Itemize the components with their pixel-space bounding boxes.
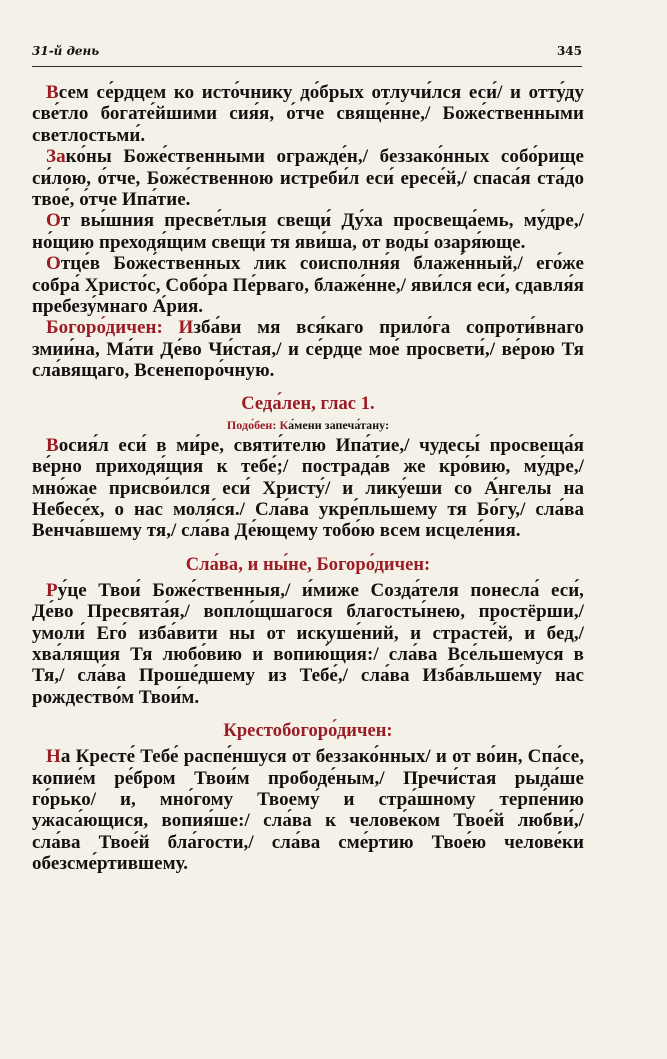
stanza-initial: О [46,253,61,275]
slava-heading: Сла́ва, и ны́не, Богоро́дичен: [185,554,431,575]
podoben-label: Подо́бен: [226,417,277,432]
page-number: 345 [556,44,582,58]
stanza-initial: Р [46,579,58,601]
stanza-text: т вы́шния пресве́тлыя свещи́ Ду́ха просвеща́емь, му́дре,/ но́щию преходя́щим свещи́ тя яви́ша, от воды́ озаря́юще. [32,210,584,253]
stanza-initial: И [178,317,194,339]
krestobogorodichen-heading: Крестобогоро́дичен: [223,721,393,742]
theotokion-stanza [32,317,584,381]
troparion-stanza [32,210,584,253]
stanza-text: сем се́рдцем ко исто́чнику до́брых отлучи́лся еси́/ и отту́ду све́тло богате́йшими сия́я, о́тче свяще́нне,/ Боже́ственными светлостьми́. [32,82,584,146]
podoben-initial: К [279,417,289,432]
page-body [32,82,584,875]
stanza-initial: О [46,210,61,232]
stanza-text: ко́ны Боже́ственными огражде́н,/ беззако́нных собо́рище си́лою, о́тче, Боже́ственною истреби́л еси́ ересе́й,/ спаса́я ста́до твое́, о́тче Ипа́тие. [32,146,584,211]
running-head [32,40,582,67]
krestobogorodichen-stanza [32,746,584,874]
stanza-initial: За [46,146,66,168]
sedalen-heading: Седа́лен, глас 1. [241,393,375,414]
theotokion-label: Богоро́дичен: [46,317,163,339]
slava-stanza [32,580,584,708]
stanza-initial: Н [46,746,61,768]
stanza-initial: В [46,82,59,103]
stanza-text: осия́л еси́ в ми́ре, святи́телю Ипа́тие,/ чудесы́ просвеща́я ве́рно приходя́щия к тебе́;/ пострада́в же кро́вию, му́дре,/ мно́жае присво́ился еси́ Христу́/ и лику́еши со А́нгелы на Небесе́х, о нас моля́ся./ Сла́ва укре́пльшему тя Бо́гу,/ сла́ва Венча́вшему тя,/ сла́ва Де́ющему тобо́ю всем исцеле́ния. [32,434,584,542]
day-label: 31-й день [32,44,100,58]
troparion-stanza [32,253,584,317]
stanza-initial: В [46,434,59,456]
stanza-text: а Кресте́ Тебе́ распе́ншуся от беззако́нных/ и от во́ин, Спа́се, копие́м ре́бром Твои́м прободе́ным,/ Пречи́стая рыда́ше го́рько/ и, мно́гому Твоему́ и стра́шному терпе́нию ужаса́ющися, вопия́ше:/ сла́ва к челове́ком Твое́й любви́,/ сла́ва Твое́й бла́гости,/ сла́ва сме́ртию Твое́ю челове́ки обезсме́ртившему. [32,746,584,875]
troparion-stanza [32,146,584,210]
podoben-text: а́мени запеча́тану: [288,417,390,432]
podoben-line [32,417,584,433]
stanza-text: у́це Твои́ Боже́ственныя,/ и́миже Созда́теля понесла́ еси́, Де́во Пресвята́я,/ вопло́щшагося благосты́нею, простёрши,/ умоли́ Его́ изба́вити ны от искуше́ний, и страсте́й, и бед,/ хва́лящия Тя любо́вию и вопию́щия:/ сла́ва Все́льшемуся в Тя,/ сла́ва Проше́дшему из Тебе́,/ сла́ва Изба́вльшему нас рождество́м Твои́м. [32,579,584,708]
stanza-text: тце́в Боже́ственных лик соисполня́я блаже́нный,/ его́же собра́ Христо́с, Собо́ра Пе́рваго, блаже́нне,/ яви́лся еси́, сдавля́я пребезу́мнаго А́рия. [32,253,584,318]
stanza-text: зба́ви мя вся́каго прило́га сопроти́внаго змии́на, Ма́ти Де́во Чи́стая,/ и се́рдце мое́ просвети́,/ ве́рою Тя сла́вящаго, Всенепоро́чную. [32,317,584,382]
sedalen-stanza [32,435,584,542]
troparion-stanza [32,82,584,146]
